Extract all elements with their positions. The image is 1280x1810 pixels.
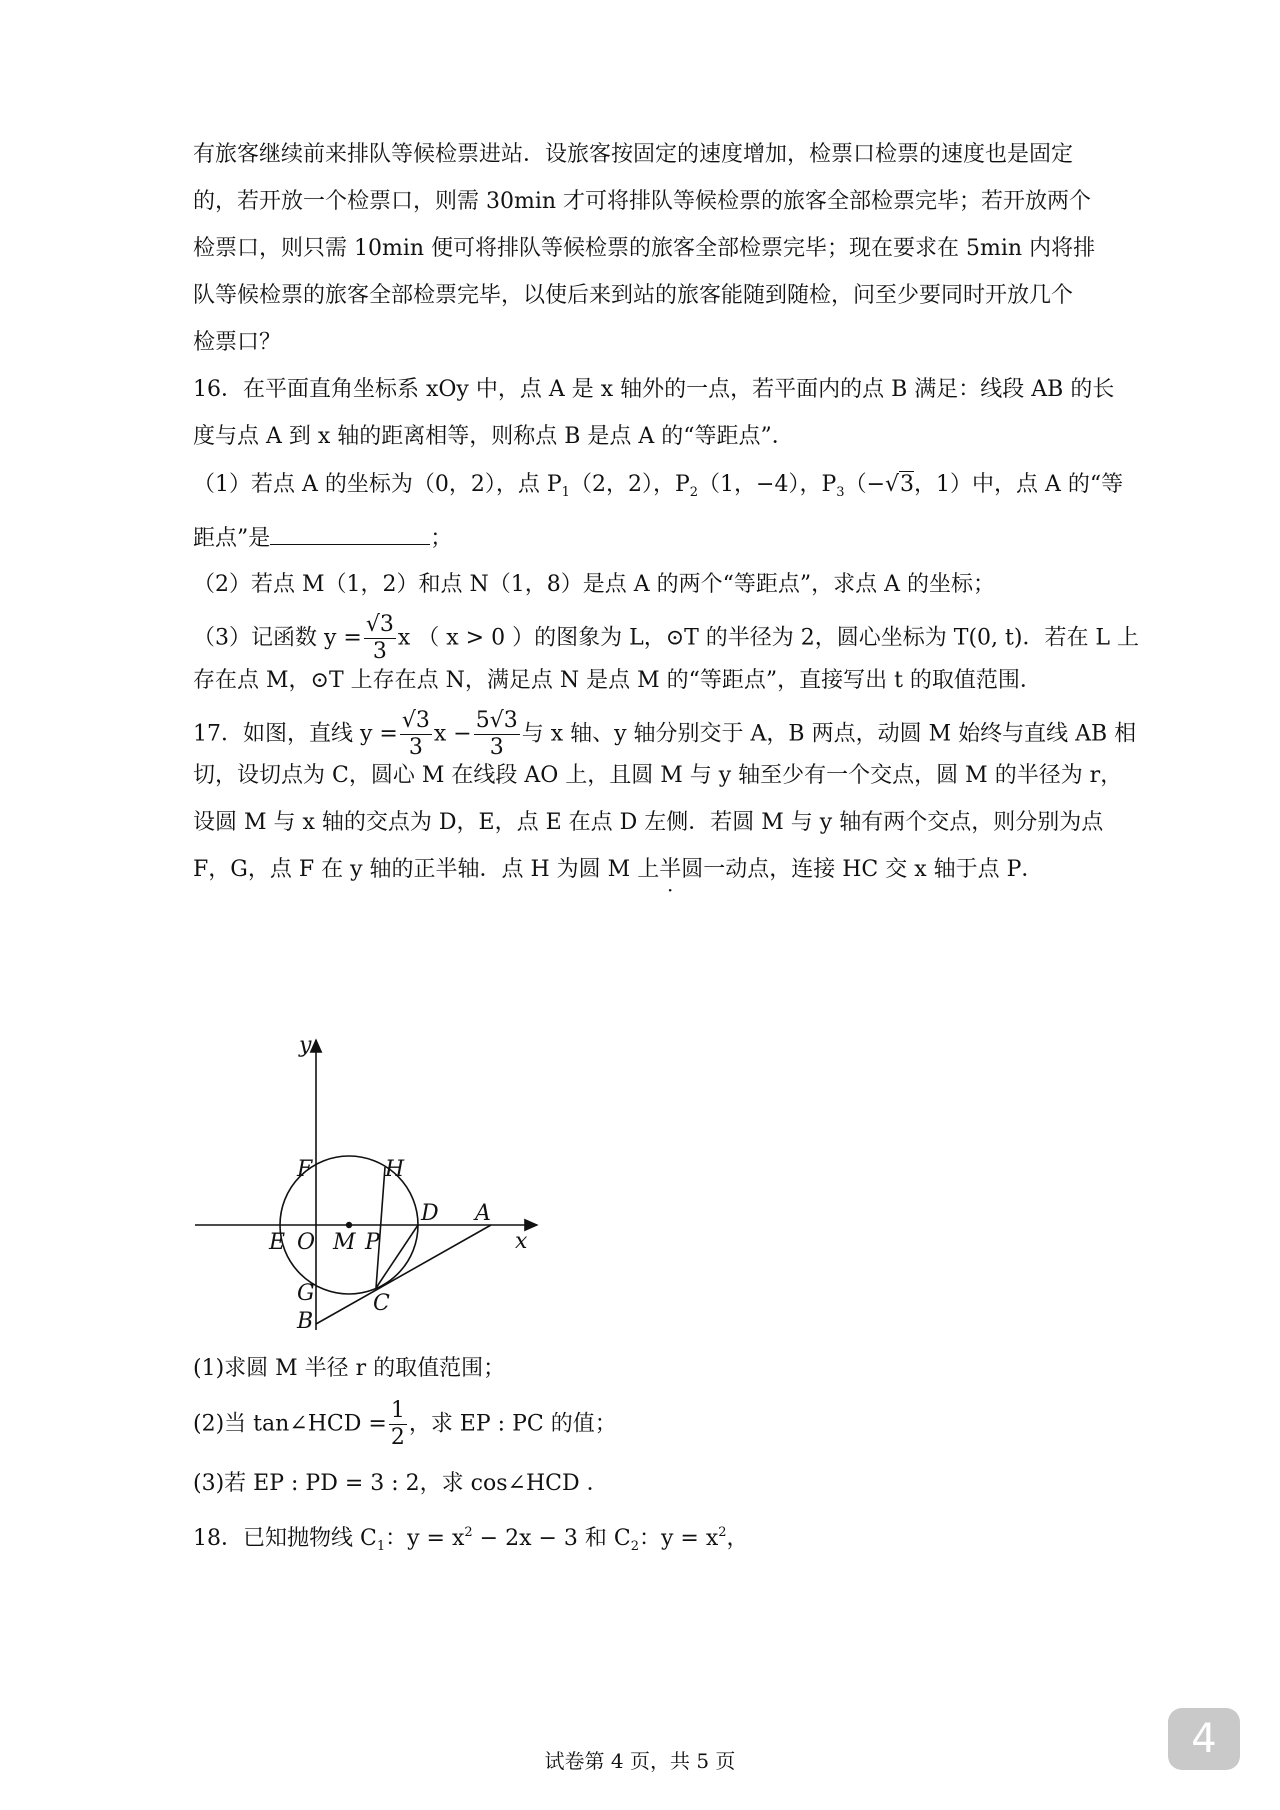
intro-line-4: 队等候检票的旅客全部检票完毕，以使后来到站的旅客能随到随检，问至少要同时开放几个 [193, 283, 1074, 308]
page-footer: 试卷第 4 页，共 5 页 [544, 1749, 736, 1773]
intro-line-1: 有旅客继续前来排队等候检票进站．设旅客按固定的速度增加，检票口检票的速度也是固定 [193, 142, 1074, 167]
label-d: D [421, 1201, 439, 1226]
label-f: F [297, 1157, 313, 1182]
label-a: A [475, 1201, 491, 1226]
q17-number: 17． [193, 721, 243, 747]
q18-text-a: 已知抛物线 C [243, 1526, 377, 1551]
q16-p1-text-d: （− [844, 472, 885, 497]
page-number-badge[interactable]: 4 [1168, 1708, 1240, 1770]
sqrt-three: 3 [900, 472, 915, 497]
subscript-2: 2 [630, 1539, 639, 1554]
q16-p1-line2-text: 距点”是 [193, 526, 271, 551]
frac-denominator: 3 [489, 735, 504, 760]
q16-p1-text-a: （1）若点 A 的坐标为（0，2），点 P [193, 472, 562, 497]
superscript-2: 2 [464, 1525, 473, 1540]
q17-s2-text-b: ，求 EP : PC 的值； [408, 1411, 617, 1437]
q16-line-1 [193, 375, 1114, 405]
fraction-1 [400, 708, 432, 761]
geometry-figure [185, 1030, 555, 1330]
fraction-half [389, 1398, 407, 1451]
q16-part3-line2: 存在点 M，⊙T 上存在点 N，满足点 N 是点 M 的“等距点”，直接写出 t 的取值范围． [193, 668, 1042, 693]
q16-number: 16． [193, 377, 243, 402]
label-g: G [297, 1281, 315, 1306]
label-c: C [373, 1291, 390, 1316]
center-point [346, 1222, 352, 1228]
subscript-1: 1 [561, 485, 570, 500]
emphasized-text: 上半圆 [637, 857, 704, 882]
subscript-1: 1 [376, 1539, 386, 1554]
q17-line-1 [193, 708, 1136, 761]
q16-p3-text-b: x （ x > 0 ）的图象为 L，⊙T 的半径为 2，圆心坐标为 T(0, t)．若在 L 上 [397, 625, 1140, 651]
q18-text-b: ：y = x [385, 1526, 465, 1551]
q17-sub-3: (3)若 EP : PD = 3 : 2，求 cos∠HCD ． [193, 1471, 609, 1496]
label-h: H [385, 1157, 405, 1182]
q17-sub-1: (1)求圆 M 半径 r 的取值范围； [193, 1356, 506, 1381]
intro-line-5: 检票口？ [193, 330, 282, 355]
label-b: B [297, 1309, 314, 1330]
q16-p3-text-a: （3）记函数 y = [193, 625, 362, 651]
frac-numerator: √3 [365, 612, 394, 637]
label-p: P [365, 1230, 380, 1255]
q16-line-2: 度与点 A 到 x 轴的距离相等，则称点 B 是点 A 的“等距点”． [193, 424, 794, 449]
q17-line-4 [193, 855, 1043, 885]
q17-text-a: 如图，直线 y = [243, 721, 398, 747]
frac-denominator: 3 [372, 639, 387, 664]
frac-denominator: 2 [390, 1425, 405, 1450]
q17-line4-text-a: F，G，点 F 在 y 轴的正半轴．点 H 为圆 M [193, 857, 638, 882]
subscript-3: 3 [836, 485, 845, 500]
q17-line4-text-b: 一动点，连接 HC 交 x 轴于点 P． [703, 857, 1044, 882]
fraction-sqrt3-over-3 [364, 612, 396, 665]
q17-line-3: 设圆 M 与 x 轴的交点为 D，E，点 E 在点 D 左侧．若圆 M 与 y 轴有两个交点，则分别为点 [193, 810, 1104, 835]
q18-text-c: − 2x − 3 和 C [472, 1526, 631, 1551]
q17-text-b: 与 x 轴、y 轴分别交于 A，B 两点，动圆 M 始终与直线 AB 相 [521, 721, 1137, 747]
q18-number: 18． [193, 1526, 243, 1551]
q16-p1-text-b: （2，2），P [569, 472, 690, 497]
fraction-2 [474, 708, 520, 761]
q17-sub-2 [193, 1398, 617, 1451]
q18-text-d: ：y = x [639, 1526, 719, 1551]
q16-part1: （1）若点 A 的坐标为（0，2），点 $P_1(2$，2），$P_2(1$，−4），$P_3(-√3$，1）中，点 A 的“等 [193, 472, 1124, 500]
intro-line-2: 的，若开放一个检票口，则需 30min 才可将排队等候检票的旅客全部检票完毕；若开放两个 [193, 189, 1092, 214]
superscript-2b: 2 [718, 1525, 727, 1540]
label-x: x [515, 1229, 528, 1254]
q18-text-e: ， [726, 1526, 749, 1551]
q16-part2: （2）若点 M（1，2）和点 N（1，8）是点 A 的两个“等距点”，求点 A 的坐标； [193, 572, 995, 597]
label-y: y [299, 1033, 312, 1058]
answer-blank[interactable] [270, 522, 430, 545]
q16-p1-text-c: （1，−4），P [698, 472, 837, 497]
label-e: E [269, 1230, 286, 1255]
q16-stem-1: 在平面直角坐标系 xOy 中，点 A 是 x 轴外的一点，若平面内的点 B 满足：线段 AB 的长 [243, 377, 1115, 402]
frac-numerator: 1 [390, 1398, 405, 1423]
q16-p1-end: ； [430, 526, 453, 551]
label-o: O [297, 1230, 316, 1255]
subscript-2: 2 [689, 485, 699, 500]
q17-s2-text-a: (2)当 tan∠HCD = [193, 1411, 387, 1437]
q16-p1-text-e: ，1）中，点 A 的“等 [914, 472, 1124, 497]
q17-text-mid: x − [433, 721, 472, 747]
frac-denominator: 3 [408, 735, 423, 760]
intro-line-3: 检票口，则只需 10min 便可将排队等候检票的旅客全部检票完毕；现在要求在 5min 内将排 [193, 236, 1096, 261]
segment-hc [376, 1167, 385, 1288]
q16-part1-line2 [193, 522, 452, 554]
q17-line-2: 切，设切点为 C，圆心 M 在线段 AO 上，且圆 M 与 y 轴至少有一个交点，圆 M 的半径为 r， [193, 763, 1123, 788]
frac-numerator: √3 [401, 708, 430, 733]
label-m: M [333, 1230, 356, 1255]
frac-numerator: 5√3 [475, 708, 518, 733]
q18-line-1 [193, 1518, 749, 1562]
q16-part3 [193, 612, 1139, 665]
